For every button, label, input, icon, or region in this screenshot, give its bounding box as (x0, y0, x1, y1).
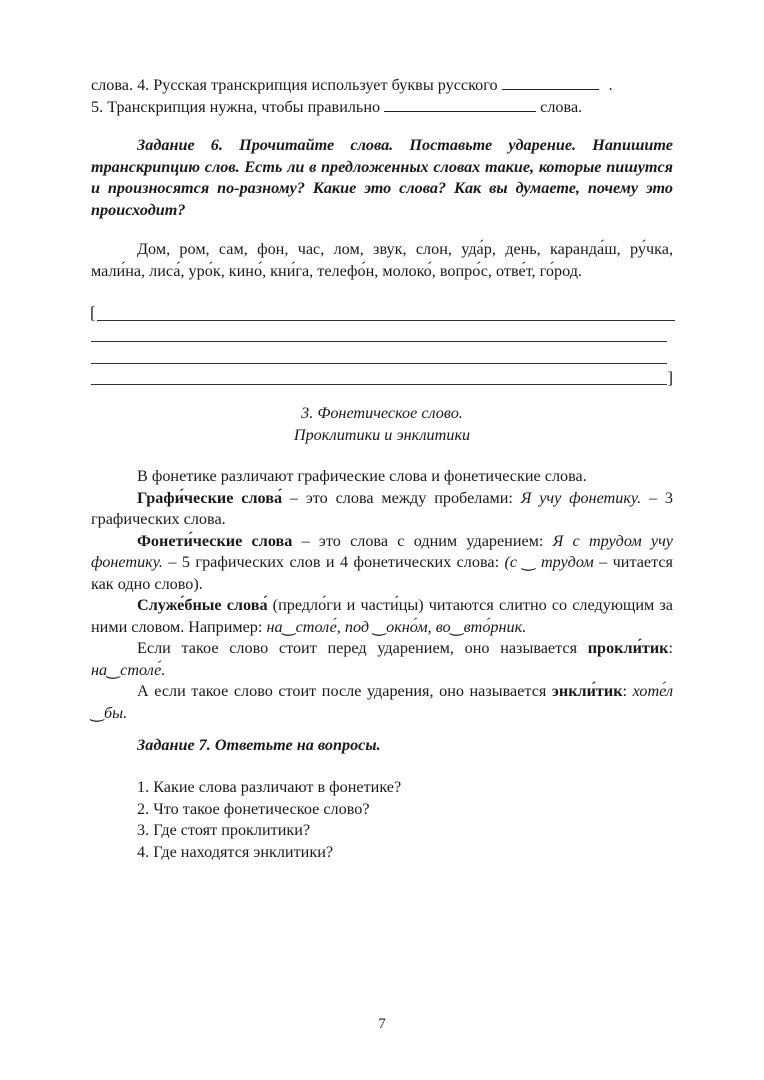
task-6 (91, 135, 673, 221)
answer-line[interactable] (91, 366, 675, 388)
task-7 (91, 735, 673, 757)
top-text (91, 75, 673, 118)
task-7-heading: Задание 7. Ответьте на вопросы. (137, 736, 381, 754)
answer-line[interactable] (91, 323, 675, 345)
answer-line[interactable] (91, 301, 675, 323)
section-3-heading (91, 403, 673, 446)
theory-text (91, 466, 673, 724)
paragraph-1: В фонетике различают графические слова и фонетические слова. (137, 467, 587, 485)
question-item: 1. Какие слова различают в фонетике? (137, 778, 402, 796)
term-graphic-words: Графи́ческие слова́ (137, 488, 283, 507)
word-list-text: Дом, ром, сам, фон, час, лом, звук, слон, уда́р, день, каранда́ш, ру́чка, мали́на, лиса́, уро́к, кино́, кни́га, телефо́н, молоко́, вопро́с, отве́т, го́род. (91, 240, 673, 280)
paragraph-phonetic-words: Фонети́ческие слова – это слова с одним ударением: Я с трудом учу фонетику. – 5 графических слов и 4 фонетических слова: (с ‿ трудом – читается как одно слово). (91, 531, 673, 593)
term-enclitic: энкли́тик (551, 682, 623, 700)
paragraph-graphic-words: Графи́ческие слова́ – это слова между пробелами: Я учу фонетику. – 3 графических слова. (91, 488, 673, 528)
task-6-heading: Задание 6. Прочитайте слова. Поставьте ударение. Напишите транскрипцию слов. Есть ли в предложенных словах такие, которые пишутся и произносятся по-разному? Какие это слова? Как вы думаете, почему это происходит? (91, 136, 673, 219)
answer-line[interactable] (91, 344, 675, 366)
question-item: 4. Где находятся энклитики? (137, 842, 334, 861)
paragraph-enclitic: А если такое слово стоит после ударения, оно называется энкли́тик: хоте́л ‿бы. (91, 682, 674, 722)
question-item: 2. Что такое фонетическое слово? (137, 799, 370, 818)
section-title-line-1: 3. Фонетическое слово. (301, 404, 463, 422)
open-bracket: [ (90, 303, 96, 322)
top-line-1: слова. 4. Русская транскрипция использует буквы русского . (91, 76, 613, 94)
task-7-questions (91, 777, 673, 863)
term-function-words: Служе́бные слова́ (137, 596, 268, 614)
page-number: 7 (378, 1016, 386, 1032)
word-list (91, 239, 673, 282)
paragraph-function-words: Служе́бные слова́ (предло́ги и части́цы) читаются слитно со следующим за ними словом. Например: на‿столе́, под ‿окно́м, во‿вто́рник. (91, 596, 673, 636)
paragraph-proclitic: Если такое слово стоит перед ударением, оно называется прокли́тик: на‿столе́. (91, 639, 673, 679)
term-phonetic-words: Фонети́ческие слова (137, 531, 293, 550)
section-title-line-2: Проклитики и энклитики (293, 425, 471, 444)
close-bracket: ] (667, 367, 673, 387)
fill-blank-1[interactable] (502, 75, 599, 90)
top-line-2: 5. Транскрипция нужна, чтобы правильно слова. (91, 97, 583, 116)
transcription-answer-box[interactable] (91, 301, 675, 387)
fill-blank-2[interactable] (384, 97, 536, 112)
question-item: 3. Где стоят проклитики? (137, 821, 311, 839)
term-proclitic: прокли́тик (587, 639, 669, 657)
